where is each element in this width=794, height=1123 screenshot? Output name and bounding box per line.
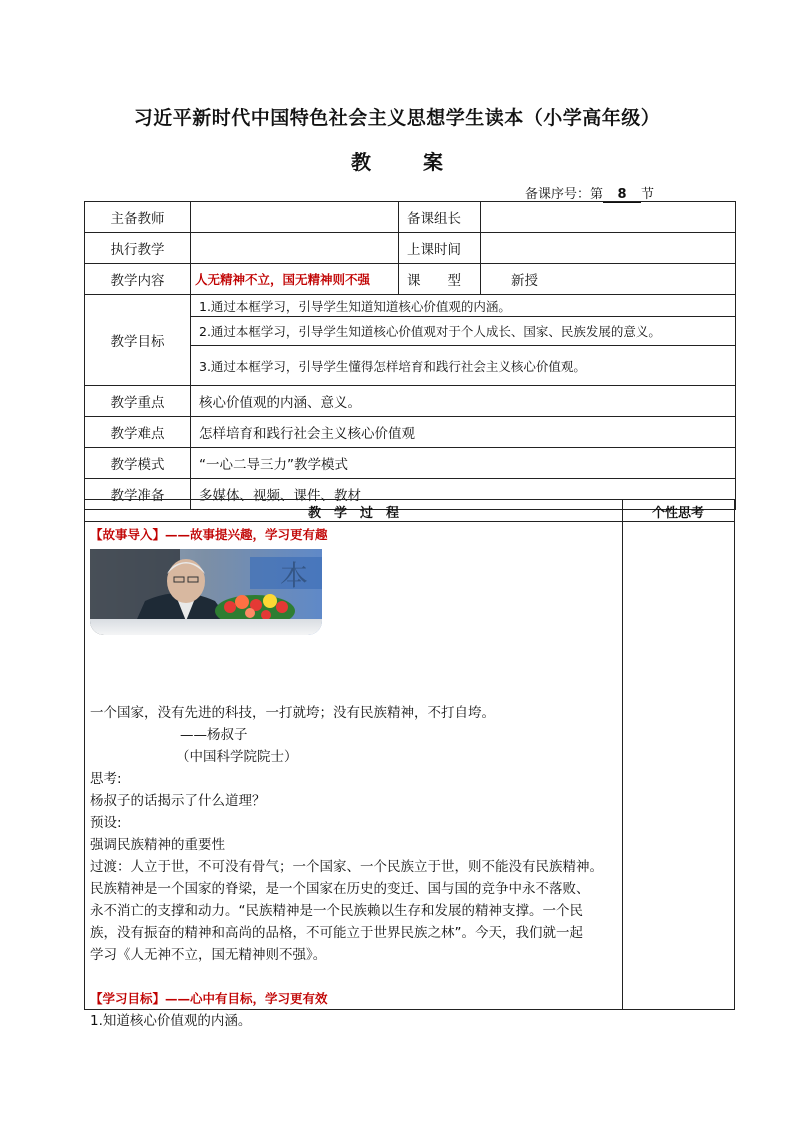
think-question: 杨叔子的话揭示了什么道理？ [90, 793, 266, 809]
lesson-number-value: 8 [603, 187, 641, 203]
mode-label: 教学模式 [85, 448, 191, 479]
table-row [85, 417, 736, 448]
lesson-info-table [84, 201, 736, 510]
prep-value: 多媒体、视频、课件、教材 [191, 479, 736, 510]
lead-teacher-label: 主备教师 [85, 202, 191, 233]
prep-label: 教学准备 [85, 479, 191, 510]
intro-heading: 【故事导入】——故事提兴趣，学习更有趣 [90, 527, 328, 542]
learning-goal-heading: 【学习目标】——心中有目标，学习更有效 [90, 991, 328, 1006]
type-value: 新授 [481, 264, 736, 295]
table-row [85, 386, 736, 417]
quote-text: 一个国家，没有先进的科技，一打就垮；没有民族精神，不打自垮。 [90, 705, 495, 721]
portrait-photo [90, 549, 322, 635]
personal-thoughts-header: 个性思考 [651, 506, 704, 521]
goal-item-1: 1.通过本框学习，引导学生知道知道核心价值观的内涵。 [191, 295, 736, 317]
quote-author-title: （中国科学院院士） [176, 749, 298, 765]
svg-text:本: 本 [280, 559, 309, 592]
process-header: 教 学 过 程 [307, 506, 399, 521]
transition-line-4: 族，没有振奋的精神和高尚的品格，不可能立于世界民族之林”。今天，我们就一起 [90, 925, 583, 941]
difficulty-label: 教学难点 [85, 417, 191, 448]
class-time-value [481, 233, 736, 264]
process-content [90, 524, 618, 1032]
goal-item-3: 3.通过本框学习，引导学生懂得怎样培育和践行社会主义核心价值观。 [191, 346, 736, 386]
table-row [85, 295, 736, 317]
process-header-row [85, 500, 734, 522]
subtitle-jiao: 教 [351, 150, 371, 174]
image-spacer [90, 635, 618, 702]
class-time-label: 上课时间 [399, 233, 481, 264]
subtitle-an: 案 [423, 150, 443, 174]
goals-label: 教学目标 [85, 295, 191, 386]
mode-value: “一心二导三力”教学模式 [191, 448, 736, 479]
lesson-number-suffix: 节 [641, 187, 655, 202]
difficulty-value: 怎样培育和践行社会主义核心价值观 [191, 417, 736, 448]
key-point-value: 核心价值观的内涵、意义。 [191, 386, 736, 417]
transition-line-5: 学习《人无神不立，国无精神则不强》。 [90, 947, 327, 963]
transition-line-1: 过渡：人立于世，不可没有骨气；一个国家、一个民族立于世，则不能没有民族精神。 [90, 859, 603, 875]
table-row [85, 264, 736, 295]
group-leader-label: 备课组长 [399, 202, 481, 233]
lead-teacher-value [191, 202, 399, 233]
preset-answer: 强调民族精神的重要性 [90, 837, 225, 853]
transition-line-2: 民族精神是一个国家的脊梁，是一个国家在历史的变迁、国与国的竞争中永不落败、 [90, 881, 590, 897]
document-title: 习近平新时代中国特色社会主义思想学生读本（小学高年级） [133, 107, 661, 129]
portrait-photo-image [90, 549, 322, 635]
exec-teacher-value [191, 233, 399, 264]
document-subtitle [0, 146, 794, 175]
think-label: 思考: [90, 771, 122, 787]
transition-line-3: 永不消亡的支撑和动力。“民族精神是一个民族赖以生存和发展的精神支撑。一个民 [90, 903, 583, 919]
lesson-number-line [525, 183, 654, 203]
preset-label: 预设: [90, 815, 122, 831]
group-leader-value [481, 202, 736, 233]
key-point-label: 教学重点 [85, 386, 191, 417]
exec-teacher-label: 执行教学 [85, 233, 191, 264]
quote-author: ——杨叔子 [180, 727, 248, 743]
content-value: 人无精神不立，国无精神则不强 [191, 264, 399, 295]
teaching-process-section [84, 499, 735, 1029]
table-row [85, 202, 736, 233]
type-label: 课 型 [399, 264, 481, 295]
lesson-number-prefix: 备课序号：第 [525, 187, 604, 202]
learning-goal-1: 1.知道核心价值观的内涵。 [90, 1013, 252, 1029]
table-row [85, 448, 736, 479]
table-row [85, 233, 736, 264]
blank-line [90, 966, 618, 988]
column-divider [622, 500, 623, 1009]
content-label: 教学内容 [85, 264, 191, 295]
goal-item-2: 2.通过本框学习，引导学生知道核心价值观对于个人成长、国家、民族发展的意义。 [191, 317, 736, 346]
